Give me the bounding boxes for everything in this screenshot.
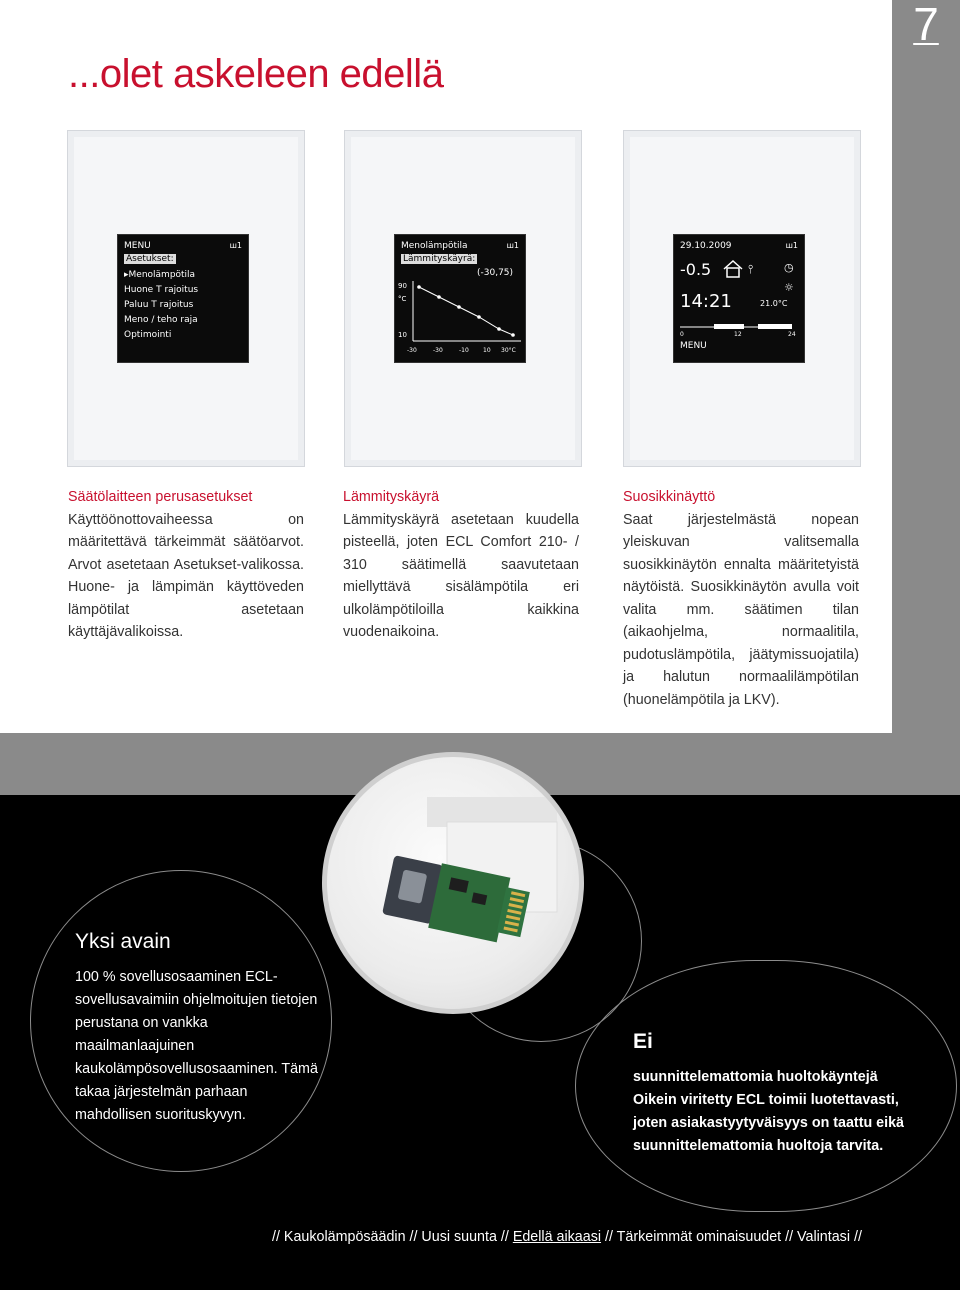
display-screen-overview bbox=[673, 234, 805, 363]
column-heading: Lämmityskäyrä bbox=[343, 489, 440, 505]
x-tick: -30 bbox=[433, 347, 443, 354]
screen-line: Optimointi bbox=[124, 330, 172, 340]
display-screen-menu bbox=[117, 234, 249, 363]
timeline-tick: 0 bbox=[680, 331, 684, 338]
screen-line: Meno / teho raja bbox=[124, 315, 198, 325]
sun-icon: ☼ bbox=[784, 281, 794, 294]
text-column-basics bbox=[68, 486, 304, 644]
text-column-favourite bbox=[623, 486, 859, 711]
footer-nav-active[interactable]: Edellä aikaasi bbox=[512, 1229, 602, 1245]
column-text: Käyttöönottovaiheessa on määritettävä tärkeimmät säätöarvot. Arvot asetetaan Asetukset-valikossa. Huone- ja lämpimän käyttöveden lämpötilat asetetaan käyttäjävalikoissa. bbox=[68, 511, 304, 640]
headline: ...olet askeleen edellä bbox=[68, 52, 444, 96]
x-tick: -10 bbox=[459, 347, 469, 354]
house-icon bbox=[722, 259, 744, 279]
side-strip bbox=[892, 0, 960, 795]
screen-line: Huone T rajoitus bbox=[124, 285, 199, 295]
y-top-label: 90 bbox=[398, 282, 407, 290]
radiator-icon: ш1 bbox=[506, 241, 519, 250]
column-text: Lämmityskäyrä asetetaan kuudella pisteellä, joten ECL Comfort 210- / 310 säätimellä saavutetaan miellyttävä sisälämpötila eri ulkolämpötiloilla kaikkina vuodenaikoina. bbox=[343, 511, 579, 640]
controller-panel-overview bbox=[623, 130, 861, 467]
page-number: 7 bbox=[913, 0, 939, 50]
y-unit-label: °C bbox=[398, 295, 407, 303]
screen-line: Paluu T rajoitus bbox=[124, 300, 194, 310]
controller-panel-menu bbox=[67, 130, 305, 467]
thermometer-icon: ⫯ bbox=[748, 262, 754, 276]
screen-menu-label: MENU bbox=[680, 341, 707, 351]
display-screen-curve bbox=[394, 234, 526, 363]
screen-line: MENU bbox=[124, 241, 151, 251]
controller-panel-curve bbox=[344, 130, 582, 467]
timeline-tick: 12 bbox=[734, 331, 742, 338]
footer-nav-prefix[interactable]: // Kaukolämpösäädin // Uusi suunta // bbox=[272, 1229, 513, 1245]
product-photo-circle bbox=[322, 752, 584, 1014]
screen-line: Asetukset: bbox=[126, 254, 174, 264]
column-text: Saat järjestelmästä nopean yleiskuvan valitsemalla suosikkinäytön ennalta määritetyistä näytöistä. Suosikkinäytön avulla voit valita mm. säätimen tilan (aikaohjelma, normaalitila, pudotuslämpötila, jäätymissuojatila) ja halutun normaalilämpötilan (huonelämpötila ja LKV). bbox=[623, 511, 859, 708]
clock-icon: ◷ bbox=[784, 261, 794, 274]
timeline-tick: 24 bbox=[788, 331, 796, 338]
heating-curve-graph bbox=[395, 235, 525, 362]
column-heading: Säätölaitteen perusasetukset bbox=[68, 489, 253, 505]
radiator-icon: ш1 bbox=[785, 241, 798, 250]
x-tick: -30 bbox=[407, 347, 417, 354]
ei-subheading: suunnittelemattomia huoltokäyntejä bbox=[633, 1069, 878, 1085]
screen-line: ▸Menolämpötila bbox=[124, 270, 196, 280]
yksi-heading: Yksi avain bbox=[75, 930, 171, 953]
screen-subtitle: Lämmityskäyrä: bbox=[403, 254, 476, 264]
screen-title: Menolämpötila bbox=[401, 241, 468, 251]
text-column-curve bbox=[343, 486, 579, 644]
footer-nav-suffix[interactable]: // Tärkeimmät ominaisuudet // Valintasi // bbox=[601, 1229, 862, 1245]
x-tick: 30°C bbox=[501, 347, 516, 354]
x-tick: 10 bbox=[483, 347, 491, 354]
screen-date: 29.10.2009 bbox=[680, 241, 732, 251]
curve-value: (-30,75) bbox=[477, 268, 514, 278]
ei-text: Oikein viritetty ECL toimii luotettavasti, joten asiakastyytyväisyys on taattu eikä suunnittelemattomia huoltoja tarvita. bbox=[633, 1092, 904, 1154]
footer-navigation bbox=[272, 1229, 862, 1245]
ei-heading: Ei bbox=[633, 1030, 653, 1053]
ecl-key-image bbox=[327, 757, 579, 1009]
room-temp: 21.0°C bbox=[760, 299, 788, 308]
yksi-text: 100 % sovellusosaaminen ECL-sovellusavaimiin ohjelmoitujen tietojen perustana on vankka maailmanlaajuinen kaukolämpösovellusosaaminen. Tämä takaa järjestelmän parhaan mahdollisen suorituskyvyn. bbox=[75, 969, 318, 1123]
outdoor-temp: -0.5 bbox=[680, 260, 712, 279]
ei-body bbox=[633, 1066, 933, 1158]
clock-time: 14:21 bbox=[680, 291, 732, 312]
column-heading: Suosikkinäyttö bbox=[623, 489, 716, 505]
y-bottom-label: 10 bbox=[398, 331, 407, 339]
radiator-icon: ш1 bbox=[229, 241, 242, 250]
